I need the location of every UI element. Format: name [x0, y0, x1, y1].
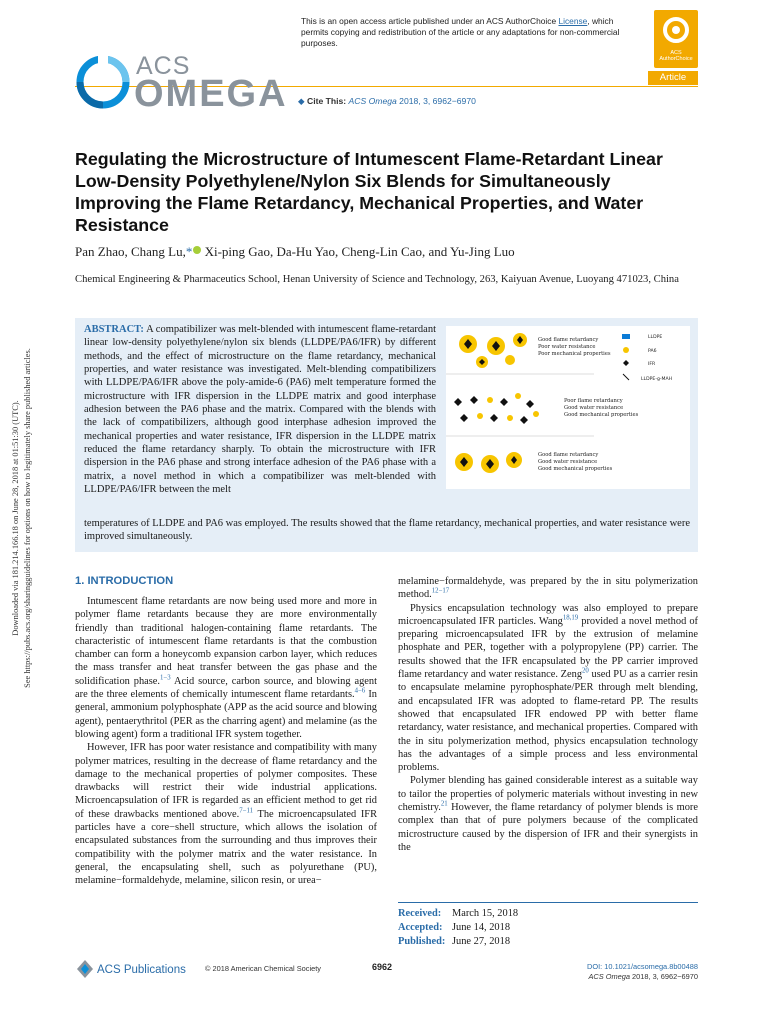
affiliation: Chemical Engineering & Pharmaceutics School, Henan University of Science and Technology, 263, Kaiyuan Avenue, Luoyang 471023, China: [75, 274, 679, 285]
abstract-text: ABSTRACT: A compatibilizer was melt-blended with intumescent flame-retardant linear low-density polyethylene/nylon six blends (LLDPE/PA6/IFR) by different methods, and the effect of microstructure on the flame retardancy, mechanical properties, and water resistance was investigated. Melt-blending compatibilizers with LLDPE/PA6/IFR above the poly-amide-6 (PA6) melt temperature formed the microstructure with IFR dispersion in the LLDPE matrix and good interphase adhesion between the PA6 phase and the matrix. Compared with the blends with the lack of compatibilizers, although good interphase adhesion improved the mechanical properties and water resistance, IFR dispersion in the LLDPE matrix reduced the flame retardancy sharply. To obtain the microstructure with IFR dispersion in the PA6 phase and strong interface adhesion of the PA6 phase with a matrix, a novel method in which a compatibilizer was melt-blended with LLDPE/PA6/IFR between the melt: [84, 324, 436, 496]
side-note-line-2: See https://pubs.acs.org/sharingguidelines for options on how to legitimately share published articles.: [23, 348, 32, 688]
body-column-right: [398, 575, 698, 854]
ref-link[interactable]: 1−3: [160, 674, 171, 682]
footer-copyright: © 2018 American Chemical Society: [205, 964, 321, 973]
cite-icon: ◆: [298, 96, 305, 106]
acs-publications-logo[interactable]: [75, 958, 193, 980]
toc-row-2-label-3: Good mechanical properties: [564, 412, 639, 418]
acs-omega-logo-icon: [76, 55, 130, 109]
toc-row-1-label-1: Good flame retardancy: [538, 337, 599, 343]
side-note-line-1: Downloaded via 181.214.166.18 on June 28, 2018 at 01:51:30 (UTC).: [11, 400, 20, 636]
footer-doi: DOI: 10.1021/acsomega.8b00488 ACS Omega 2018, 3, 6962−6970: [560, 962, 698, 982]
ref-link[interactable]: 18,19: [562, 614, 579, 622]
toc-row-1-label-3: Poor mechanical properties: [538, 351, 611, 357]
license-notice: This is an open access article published under an ACS AuthorChoice License, which permits copying and redistribution of the article or any adaptations for non-commercial purposes.: [301, 16, 620, 48]
body-column-left: [75, 595, 377, 888]
authorchoice-label: ACS AuthorChoice: [659, 50, 693, 62]
received-date: Received: March 15, 2018: [398, 908, 519, 919]
intro-paragraph-1: Intumescent flame retardants are now being used more and more in polymer flame retardants because they are more environmentally friendly than traditional halogen-containing flame retardants. The characteristic of intumescent flame retardants is that the combustion chamber can form a honeycomb expansion carbon layer, which reduces the mass transfer and heat transfer between the gas phase and the solidification phase.$^{1-3}$ Acid source, carbon source, and blowing agent are the three elements of chemically intumescent flame retardants.$^{4-6}$ In general, ammonium polyphosphate (APP as the acid source and blowing agent), pentaerythritol (PER as the charring agent) and melamine (as the blowing agent) form a traditional IFR system together.: [75, 596, 377, 740]
intro-paragraph-2-cont: melamine−formaldehyde, was prepared by the in situ polymerization method.$^{12-17}$: [398, 576, 698, 601]
footer-publisher: ACS Publications: [97, 964, 186, 976]
toc-graphic: [446, 326, 690, 489]
toc-row-1-label-2: Poor water resistance: [538, 344, 596, 350]
ref-link[interactable]: 7−11: [239, 807, 254, 815]
legend-pa6-swatch: [623, 347, 629, 353]
download-side-note: [4, 318, 48, 718]
ref-link[interactable]: 12−17: [431, 587, 450, 595]
intro-paragraph-3: Physics encapsulation technology was also employed to prepare microencapsulated IFR particles. Wang$^{18,19}$ provided a novel method of preparing microencapsulated IFR by the extrusion of melamine phosphate and PER, together with a polypropylene (PP) carrier. The results showed that the IFR encapsulated by the PP carrier improved flame retardancy and water resistance. Zeng$^{20}$ used PU as a carrier resin to encapsulate melamine pyrophosphate/PER through melt blending, and encapsulated IFR was adopted to flame-retard PP. The results showed that encapsulated IFR endowed PP with better flame retardancy, water resistance, and mechanical properties. Compared with the in situ polymerization method, physics encapsulation technology has the advantages of a simple process and less environmental problems.: [398, 602, 698, 774]
abstract-label: ABSTRACT:: [84, 324, 144, 335]
legend-lldpe: LLDPE: [648, 335, 663, 340]
article-type-tag: Article: [648, 71, 698, 85]
legend-lldpe-swatch: [622, 334, 630, 339]
cite-this[interactable]: ◆ Cite This: ACS Omega 2018, 3, 6962−6970: [298, 96, 476, 106]
toc-row-3-label-3: Good mechanical properties: [538, 466, 613, 472]
intro-paragraph-2: However, IFR has poor water resistance and compatibility with many polymer matrices, resulting in the decrease of flame retardancy and the damage to the mechanical properties of polymer composites. These drawbacks will restrict their wide industrial applications. Microencapsulation of IFR is regarded as an efficient method to get rid of these drawbacks mentioned above.$^{7-11}$ The microencapsulated IFR particles have a core−shell structure, which allows the isolation of encapsulated substances from the surrounding and thus improves their compatibility with the polymer matrix and the water resistance. In general, the encapsulating shell, such as polyurethane (PU), melamine−formaldehyde, melamine, silicon resin, or urea−: [75, 742, 377, 887]
license-link[interactable]: License: [558, 16, 588, 26]
logo-acs-text: ACS: [136, 52, 191, 80]
abstract-tail: temperatures of LLDPE and PA6 was employed. The results showed that the flame retardancy, mechanical properties, and water resistance were improved simultaneously.: [84, 518, 690, 543]
intro-paragraph-4: Polymer blending has gained considerable interest as a suitable way to tailor the properties of polymeric materials without investing in new chemistry.$^{21}$ However, the flame retardancy of polymer blends is more complex than that of pure polymers because of the complicated microstructure caused by the dispersion of IFR and their synergists in the: [398, 775, 698, 853]
published-date: Published: June 27, 2018: [398, 936, 511, 947]
logo-omega-text: OMEGA: [134, 73, 288, 115]
toc-row-2-label-1: Poor flame retardancy: [564, 398, 623, 404]
corresponding-author-mark[interactable]: *: [185, 244, 193, 259]
page-number: 6962: [372, 962, 393, 972]
publication-dates: [398, 907, 698, 949]
ref-link[interactable]: 4−6: [354, 687, 366, 695]
accepted-date: Accepted: June 14, 2018: [398, 922, 511, 933]
paper-title: Regulating the Microstructure of Intumescent Flame-Retardant Linear Low-Density Polyethylene/Nylon Six Blends for Simultaneously Improving the Flame Retardancy, Mechanical Properties, and Water Resistance: [75, 149, 663, 235]
ref-link[interactable]: 20: [582, 667, 589, 675]
authorchoice-icon: [663, 17, 689, 43]
toc-row-3-label-2: Good water resistance: [538, 459, 598, 465]
author-list: Pan Zhao, Chang Lu,* Xi-ping Gao, Da-Hu Yao, Cheng-Lin Cao, and Yu-Jing Luo: [75, 244, 515, 259]
authorchoice-badge[interactable]: [654, 10, 698, 68]
section-heading-introduction: 1. INTRODUCTION: [75, 575, 174, 587]
dates-divider: [398, 902, 698, 903]
toc-row-2-label-2: Good water resistance: [564, 405, 624, 411]
legend-ifr: IFR: [648, 362, 656, 367]
ref-link[interactable]: 21: [440, 800, 448, 808]
legend-pa6: PA6: [648, 349, 657, 354]
doi-link[interactable]: DOI: 10.1021/acsomega.8b00488: [587, 962, 698, 971]
legend-mah: LLDPE-g-MAH: [641, 377, 673, 382]
toc-row-3-label-1: Good flame retardancy: [538, 452, 599, 458]
